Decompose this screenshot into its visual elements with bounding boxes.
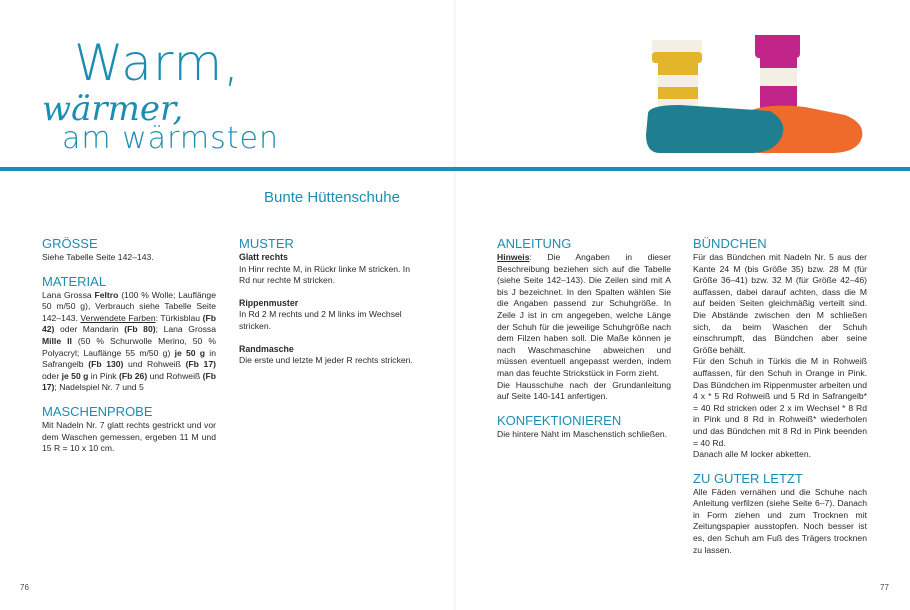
material-text <box>42 290 216 394</box>
paragraph <box>497 429 671 441</box>
text-run: Mit Nadeln Nr. 7 glatt rechts gestrickt und vor dem Waschen gemessen, ergeben 11 M und 15 R = 10 x 10 cm. <box>42 419 216 454</box>
bold-text-run: (Fb 42) <box>42 312 216 335</box>
text-run: oder <box>42 370 62 381</box>
slippers-photo <box>640 35 880 160</box>
heading-konfektionieren: KONFEKTIONIEREN <box>497 412 622 428</box>
text-run: Alle Fäden vernähen und die Schuhe nach Anleitung verfilzen (siehe Seite 6–7). Danach in Form ziehen und zum Trocknen mit Zeitungspapier ausstopfen. Noch besser ist es, den Schuh am Fuß des Trägers trocknen zu lassen. <box>693 486 867 555</box>
yellow-striped-cuff <box>652 40 702 109</box>
column-materials <box>42 236 216 455</box>
text-run: Die hintere Naht im Maschenstich schließen. <box>497 428 668 439</box>
paragraph <box>497 380 671 403</box>
paragraph <box>42 252 216 264</box>
randmasche-text: Die erste und letzte M jeder R rechts stricken. <box>239 355 413 366</box>
header-divider <box>0 167 910 171</box>
text-run: in Pink <box>88 370 119 381</box>
heading-maschenprobe: MASCHENPROBE <box>42 403 153 419</box>
paragraph <box>497 252 671 380</box>
paragraph <box>693 252 867 356</box>
text-run: Danach alle M locker abketten. <box>693 449 811 460</box>
column-muster <box>239 236 413 367</box>
pink-striped-cuff <box>755 35 800 108</box>
title-line-1: Warm, <box>74 34 241 92</box>
text-run: : Die Angaben in dieser Beschreibung beziehen sich auf die Tabelle (siehe Seite 142–143). Die Zeilen sind mit A bis J bezeichnet. In den Spalten wählen Sie die Angaben passend zur Schuhgröße. In Zeile J ist in cm angegeben, welche Länge der Schuh für die jeweilige Schuhgröße nach dem Filzen haben soll. Die Maße können je nach Waschmaschine abweichen und müssen eventuell angepasst werden, indem man das feuchte Strickstück in Form zieht. <box>497 252 671 378</box>
subheading-glatt-rechts: Glatt rechts <box>239 252 288 262</box>
paragraph <box>693 487 867 557</box>
maschenprobe-text <box>42 420 216 455</box>
bold-text-run: (Fb 17) <box>42 370 217 393</box>
bold-text-run: Feltro <box>94 289 119 300</box>
text-run: Für das Bündchen mit Nadeln Nr. 5 aus der Kante 24 M (bis Größe 35) bzw. 28 M (für Größe 36–41) bzw. 32 M (für Größe 42–46) auffassen, dabei darauf achten, dass die M auf beiden Seiten gleichmäßig verteilt sind. Die Abstände zwischen den M schließen sich, da beim Waschen der Schuh einschrumpft, das Bündchen aber seine Größe behält. <box>693 252 867 355</box>
title-line-3: am wärmsten <box>62 121 279 156</box>
pattern-title: Bunte Hüttenschuhe <box>264 189 400 206</box>
heading-buendchen: BÜNDCHEN <box>693 236 767 251</box>
bold-text-run: (Fb 130) <box>88 359 124 370</box>
text-run: ; Lana Grossa <box>155 324 216 335</box>
text-run: Siehe Tabelle Seite 142–143. <box>42 252 154 262</box>
bold-text-run: Hinweis <box>497 252 530 262</box>
subheading-randmasche: Randmasche <box>239 343 294 354</box>
column-anleitung <box>497 236 671 440</box>
heading-anleitung: ANLEITUNG <box>497 236 572 251</box>
page-number-left: 76 <box>20 583 29 592</box>
subheading-rippenmuster: Rippenmuster <box>239 297 299 308</box>
text-run: Die Hausschuhe nach der Grundanleitung auf Seite 140-141 anfertigen. <box>497 379 671 402</box>
heading-groesse: GRÖSSE <box>42 236 98 251</box>
bold-text-run: je 50 g <box>61 370 89 381</box>
text-run: (50 % Schurwolle Merino, 50 % Polyacryl; Lauflänge 55 m/50 g) <box>42 335 216 358</box>
text-run: und Rohweiß <box>123 359 186 370</box>
text-run: in Safrangelb <box>42 347 216 370</box>
paragraph <box>693 449 867 461</box>
konfektionieren-text <box>497 429 671 441</box>
groesse-text <box>42 252 216 264</box>
heading-zu-guter-letzt: ZU GUTER LETZT <box>693 470 803 486</box>
column-buendchen <box>693 236 867 556</box>
bold-text-run: (Fb 80) <box>124 324 156 335</box>
book-gutter <box>454 0 456 610</box>
heading-material: MATERIAL <box>42 273 107 289</box>
page-number-right: 77 <box>880 583 889 592</box>
title-line-2: wärmer, <box>42 89 184 129</box>
bold-text-run: Mille II <box>42 335 72 346</box>
paragraph <box>42 420 216 455</box>
teal-slipper <box>646 105 783 153</box>
text-run: oder Mandarin <box>54 324 125 335</box>
bold-text-run: (Fb 17) <box>185 359 216 370</box>
zu-guter-letzt-text <box>693 487 867 557</box>
bold-text-run: (Fb 26) <box>119 370 148 381</box>
rippenmuster-text: In Rd 2 M rechts und 2 M links im Wechsel stricken. <box>239 309 402 331</box>
anleitung-text <box>497 252 671 403</box>
text-run: Lana Grossa <box>42 289 95 300</box>
text-run: (100 % Wolle; Lauflänge 50 m/50 g), Verbrauch siehe Tabelle Seite 142–143. <box>42 289 216 323</box>
text-run: und Rohweiß <box>147 370 203 381</box>
heading-muster: MUSTER <box>239 236 294 251</box>
paragraph <box>42 290 216 394</box>
glatt-rechts-text: In Hinr rechte M, in Rückr linke M stricken. In Rd nur rechte M stricken. <box>239 263 410 286</box>
text-run: : Türkisblau <box>155 312 203 323</box>
text-run: Für den Schuh in Türkis die M in Rohweiß auffassen, für den Schuh in Orange in Pink. Das Bündchen im Rippenmuster arbeiten und 4 x * 5 Rd Rohweiß und 5 Rd in Safrangelb* = 40 Rd stricken oder 2 x im Wechsel * 8 Rd in Pink und 8 Rd in Rohweiß* wiederholen und das Bündchen mit 8 Rd in Pink beenden = 40 Rd. <box>693 356 867 448</box>
text-run: ; Nadelspiel Nr. 7 und 5 <box>54 382 144 393</box>
bold-text-run: je 50 g <box>174 347 206 358</box>
text-run: Verwendete Farben <box>80 312 156 323</box>
buendchen-text <box>693 252 867 461</box>
paragraph <box>693 356 867 449</box>
